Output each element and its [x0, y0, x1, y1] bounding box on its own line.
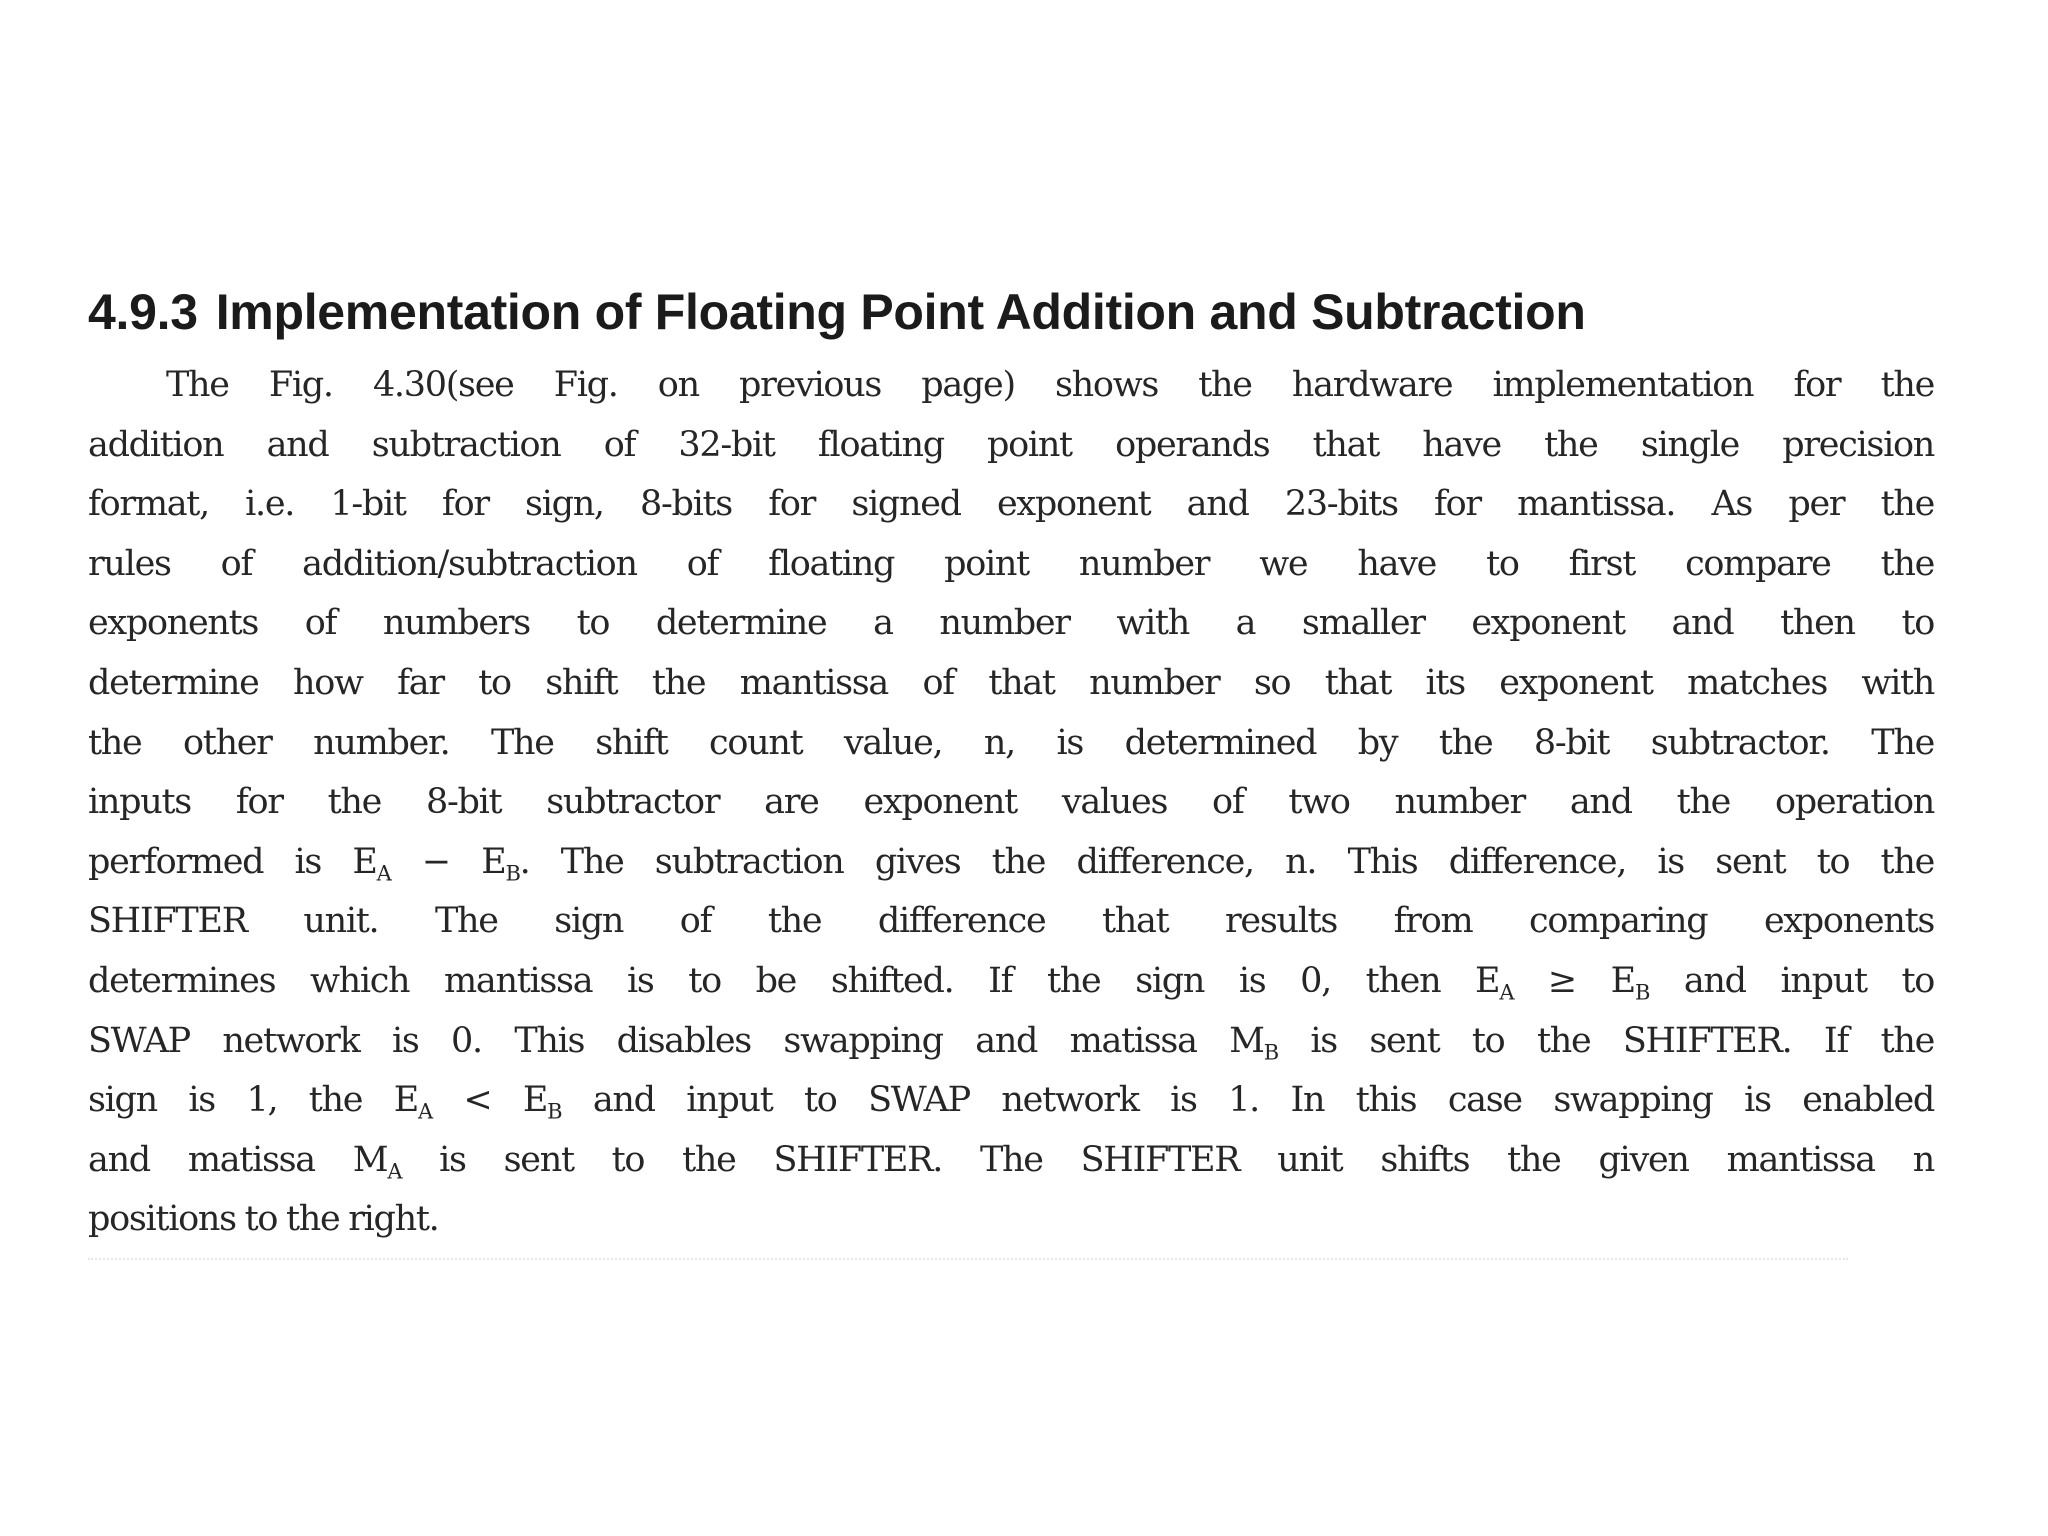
line-text: inputs for the 8-bit subtractor are exponent values of two number and the operation	[88, 782, 1934, 823]
paragraph-line	[88, 1071, 1934, 1131]
subscript: B	[1634, 980, 1650, 1005]
paragraph-line	[88, 594, 1934, 654]
line-text: − E	[390, 841, 506, 882]
line-text: rules of addition/subtraction of floating point number we have to first compare the	[88, 543, 1934, 584]
line-text: the other number. The shift count value, n, is determined by the 8-bit subtractor. The	[88, 722, 1934, 763]
subscript: A	[376, 861, 391, 886]
line-text: and input to	[1649, 960, 1934, 1001]
paragraph-line	[88, 1131, 1934, 1191]
paragraph-line	[88, 475, 1934, 535]
line-text: The Fig. 4.30(see Fig. on previous page) shows the hardware implementation for the	[166, 365, 1934, 405]
paragraph-line	[88, 892, 1934, 952]
section-4-9-3	[88, 276, 1934, 1250]
line-text: format, i.e. 1-bit for sign, 8-bits for signed exponent and 23-bits for mantissa. As per the	[88, 484, 1934, 525]
paragraph-line	[88, 773, 1934, 833]
paragraph-line	[88, 714, 1934, 774]
line-text: . The subtraction gives the difference, n. This difference, is sent to the	[519, 841, 1934, 882]
line-text: sign is 1, the E	[88, 1080, 418, 1121]
line-text: performed is E	[88, 841, 377, 882]
paragraph-line	[88, 416, 1934, 476]
paragraph-line	[88, 535, 1934, 595]
section-title: Implementation of Floating Point Addition and Subtraction	[215, 284, 1586, 340]
line-text: is sent to the SHIFTER. The SHIFTER unit shifts the given mantissa n	[401, 1139, 1934, 1180]
paragraph-line	[88, 1190, 1934, 1250]
section-number: 4.9.3	[88, 284, 198, 340]
line-text: and matissa M	[88, 1139, 388, 1180]
paragraph-line	[88, 833, 1934, 893]
line-text: ≥ E	[1513, 960, 1635, 1001]
line-text: addition and subtraction of 32-bit floating point operands that have the single precision	[88, 424, 1934, 465]
paragraph-line	[88, 356, 1934, 416]
line-text: determines which mantissa is to be shifted. If the sign is 0, then E	[88, 960, 1500, 1001]
line-text: and input to SWAP network is 1. In this case swapping is enabled	[561, 1080, 1934, 1121]
subscript: B	[505, 861, 520, 886]
subscript: A	[387, 1159, 402, 1184]
subscript: B	[547, 1099, 562, 1124]
subscript: A	[417, 1099, 432, 1124]
line-text: positions to the right.	[88, 1199, 439, 1240]
section-heading	[88, 276, 1934, 348]
line-text: determine how far to shift the mantissa of that number so that its exponent matches with	[88, 662, 1934, 703]
line-text: exponents of numbers to determine a number with a smaller exponent and then to	[88, 603, 1934, 644]
subscript: A	[1499, 980, 1514, 1005]
paragraph-line	[88, 1012, 1934, 1072]
body-paragraph	[88, 356, 1934, 1250]
line-text: SWAP network is 0. This disables swapping and matissa M	[88, 1020, 1264, 1061]
paragraph-line	[88, 952, 1934, 1012]
scan-artifact-divider	[88, 1258, 1848, 1264]
line-text: < E	[431, 1080, 548, 1121]
paragraph-line	[88, 654, 1934, 714]
line-text: is sent to the SHIFTER. If the	[1277, 1020, 1935, 1061]
subscript: B	[1263, 1039, 1278, 1064]
line-text: SHIFTER unit. The sign of the difference that results from comparing exponents	[88, 901, 1934, 942]
